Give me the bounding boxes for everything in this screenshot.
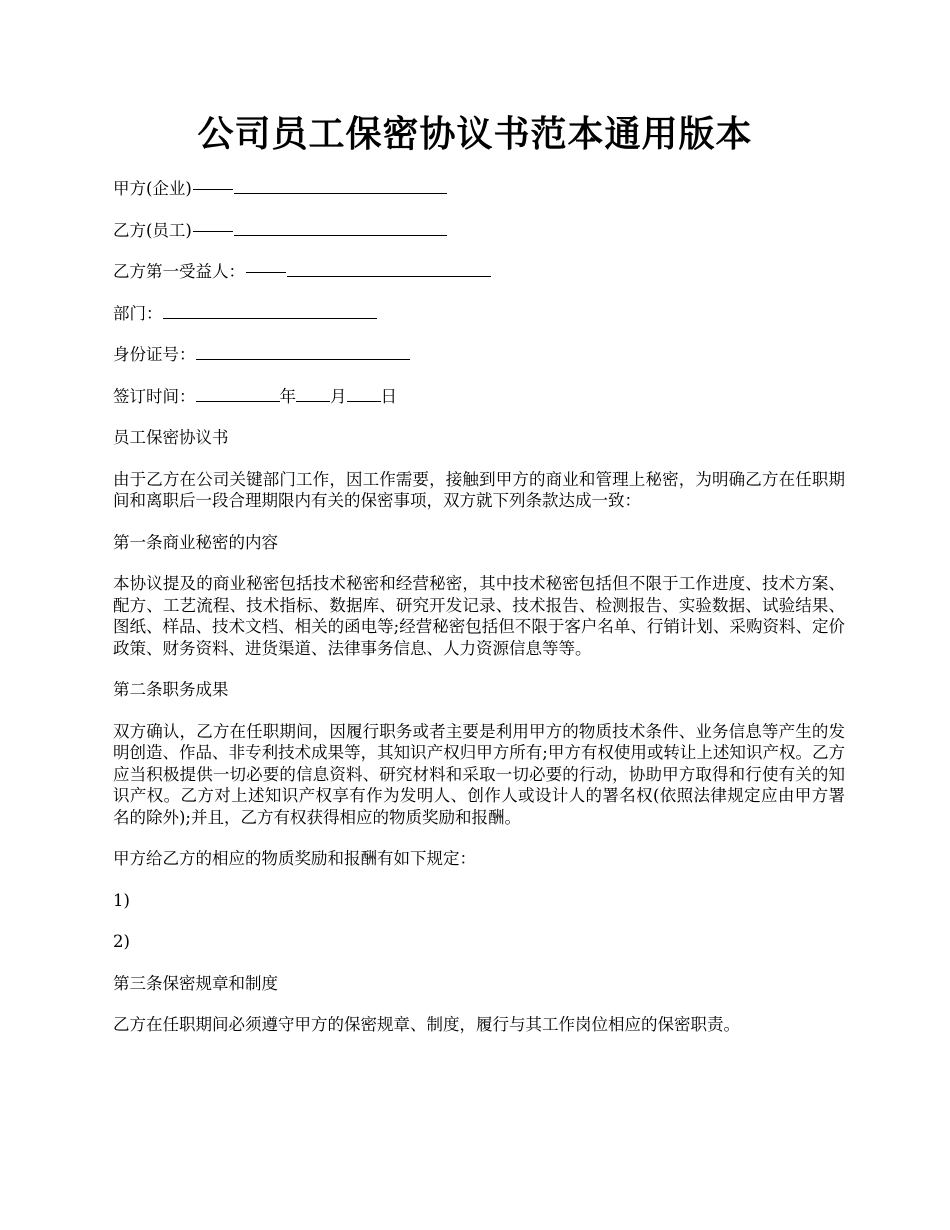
day-blank bbox=[347, 386, 381, 402]
article1-title: 第一条商业秘密的内容 bbox=[113, 532, 278, 552]
document-title: 公司员工保密协议书范本通用版本 bbox=[197, 113, 753, 155]
signing-time-label: 签订时间： bbox=[113, 386, 196, 406]
article2-body: 双方确认，乙方在任职期间，因履行职务或者主要是利用甲方的物质技术条件、业务信息等产生的发明创造、作品、非专利技术成果等，其知识产权归甲方所有;甲方有权使用或转让上述知识产权。乙方应当积极提供一切必要的信息资料、研究材料和采取一切必要的行动，协助甲方取得和行使有关的知识产权。乙方对上述知识产权享有作为发明人、创作人或设计人的署名权(依照法律规定应由甲方署名的除外);并且，乙方有权获得相应的物质奖励和报酬。 bbox=[113, 721, 845, 827]
party-b-blank bbox=[234, 220, 447, 236]
beneficiary-label: 乙方第一受益人： bbox=[113, 262, 245, 281]
id-number-blank bbox=[196, 344, 410, 360]
signing-time-field bbox=[113, 386, 845, 408]
department-blank bbox=[163, 303, 377, 319]
party-b-field bbox=[113, 220, 845, 242]
beneficiary-field bbox=[113, 261, 845, 283]
day-unit: 日 bbox=[380, 386, 397, 406]
year-unit: 年 bbox=[279, 386, 296, 406]
party-a-field bbox=[113, 178, 845, 200]
party-b-label: 乙方(员工) bbox=[113, 220, 192, 240]
reward-intro: 甲方给乙方的相应的物质奖励和报酬有如下规定： bbox=[113, 849, 476, 868]
article3-body: 乙方在任职期间必须遵守甲方的保密规章、制度，履行与其工作岗位相应的保密职责。 bbox=[113, 1015, 740, 1034]
reward-item-2: 2) bbox=[113, 932, 130, 951]
article1-body: 本协议提及的商业秘密包括技术秘密和经营秘密，其中技术秘密包括但不限于工作进度、技术方案、配方、工艺流程、技术指标、数据库、研究开发记录、技术报告、检测报告、实验数据、试验结果、图纸、样品、技术文档、相关的函电等;经营秘密包括但不限于客户名单、行销计划、采购资料、定价政策、财务资料、进货渠道、法律事务信息、人力资源信息等等。 bbox=[113, 574, 845, 658]
id-number-field bbox=[113, 344, 845, 366]
document-body bbox=[113, 178, 845, 1056]
month-blank bbox=[296, 386, 330, 402]
dash-separator bbox=[193, 231, 233, 232]
dash-separator bbox=[193, 189, 233, 190]
department-field bbox=[113, 303, 845, 325]
month-unit: 月 bbox=[330, 386, 347, 406]
id-number-label: 身份证号： bbox=[113, 345, 196, 364]
intro-paragraph: 由于乙方在公司关键部门工作，因工作需要，接触到甲方的商业和管理上秘密，为明确乙方在任职期间和离职后一段合理期限内有关的保密事项，双方就下列条款达成一致： bbox=[113, 469, 845, 510]
reward-item-1: 1) bbox=[113, 890, 130, 910]
article2-title: 第二条职务成果 bbox=[113, 680, 229, 699]
year-blank bbox=[196, 386, 280, 402]
agreement-heading: 员工保密协议书 bbox=[113, 428, 229, 447]
dash-separator bbox=[246, 272, 286, 273]
department-label: 部门： bbox=[113, 303, 163, 323]
beneficiary-blank bbox=[287, 261, 491, 277]
party-a-label: 甲方(企业) bbox=[113, 179, 192, 198]
party-a-blank bbox=[234, 178, 447, 194]
article3-title: 第三条保密规章和制度 bbox=[113, 973, 278, 993]
